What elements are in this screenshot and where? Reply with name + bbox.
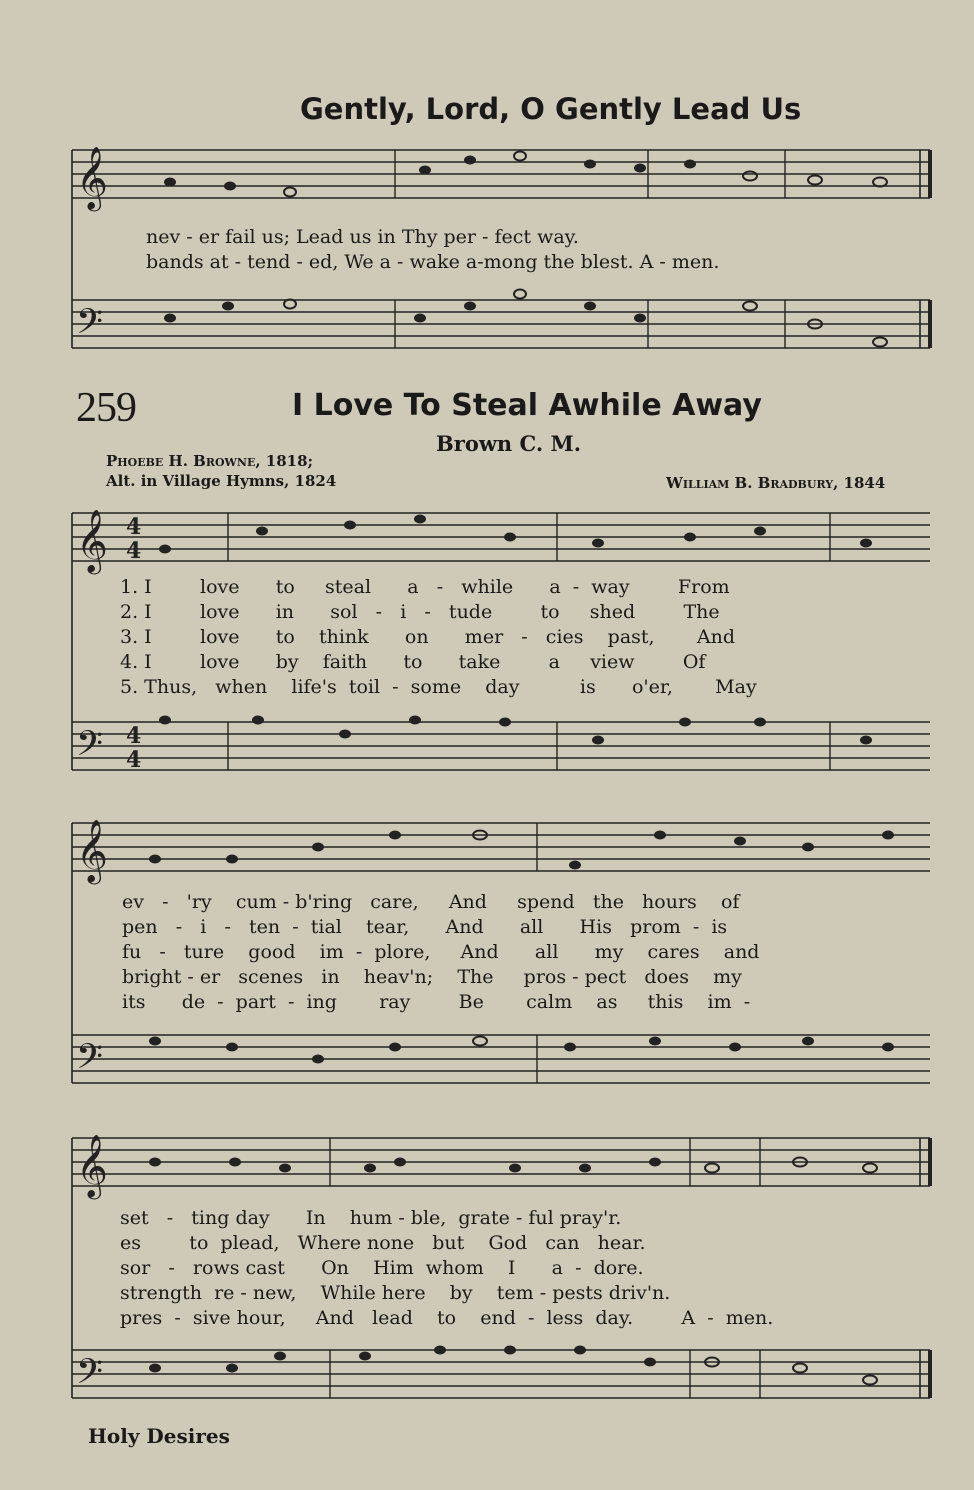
top-hymn-lyric-line: bands at - tend - ed, We a - wake a-mong the blest. A - men. xyxy=(146,251,720,273)
top-hymn-title: Gently, Lord, O Gently Lead Us xyxy=(300,92,802,126)
lyric-verse-5: pres - sive hour, And lead to end - less day. A - men. xyxy=(120,1307,774,1329)
svg-text:4: 4 xyxy=(126,723,142,749)
lyric-verse-2: pen - i - ten - tial tear, And all His prom - is xyxy=(122,916,728,938)
lyric-verse-2: es to plead, Where none but God can hear. xyxy=(120,1232,646,1254)
lyric-verse-2: 2. I love in sol - i - tude to shed The xyxy=(120,601,720,623)
section-footer: Holy Desires xyxy=(88,1424,230,1448)
bass-clef-icon: 𝄢 xyxy=(76,1351,104,1400)
bass-clef-icon: 𝄢 xyxy=(76,723,104,772)
lyric-verse-4: strength re - new, While here by tem - pests driv'n. xyxy=(120,1282,671,1304)
staff-s2-bass xyxy=(72,1035,930,1083)
lyric-verse-5: 5. Thus, when life's toil - some day is o'er, May xyxy=(120,676,757,698)
hymn-number: 259 xyxy=(76,385,136,431)
staff-s2-treble xyxy=(72,823,930,871)
staff-top-treble xyxy=(72,150,930,198)
bass-clef-icon: 𝄢 xyxy=(76,1036,104,1085)
treble-clef-icon: 𝄞 xyxy=(76,146,108,209)
lyric-verse-1: ev - 'ry cum - b'ring care, And spend the hours of xyxy=(122,891,740,913)
staff-top-bass xyxy=(72,300,930,348)
svg-text:4: 4 xyxy=(126,514,142,540)
tune-name: Brown C. M. xyxy=(436,431,582,456)
treble-clef-icon: 𝄞 xyxy=(76,819,108,882)
author-credit-alt: Alt. in Village Hymns, 1824 xyxy=(106,472,337,490)
lyric-verse-5: its de - part - ing ray Be calm as this im - xyxy=(122,991,751,1013)
staff-s1-bass xyxy=(72,722,930,770)
svg-text:4: 4 xyxy=(126,747,142,773)
author-credit: Phoebe H. Browne, 1818; xyxy=(106,452,314,470)
composer-credit: William B. Bradbury, 1844 xyxy=(666,474,886,492)
lyric-verse-3: fu - ture good im - plore, And all my cares and xyxy=(122,941,760,963)
top-hymn-lyric-line: nev - er fail us; Lead us in Thy per - fect way. xyxy=(146,226,579,248)
hymn-title: I Love To Steal Awhile Away xyxy=(292,388,762,423)
svg-text:4: 4 xyxy=(126,538,142,564)
treble-clef-icon: 𝄞 xyxy=(76,1134,108,1197)
lyric-verse-1: set - ting day In hum - ble, grate - ful pray'r. xyxy=(120,1207,622,1229)
treble-clef-icon: 𝄞 xyxy=(76,509,108,572)
lyric-verse-4: bright - er scenes in heav'n; The pros - pect does my xyxy=(122,966,742,988)
staff-s3-bass xyxy=(72,1350,930,1398)
lyric-verse-1: 1. I love to steal a - while a - way From xyxy=(120,576,730,598)
lyric-verse-3: 3. I love to think on mer - cies past, And xyxy=(120,626,735,648)
lyric-verse-4: 4. I love by faith to take a view Of xyxy=(120,651,706,673)
staff-s3-treble xyxy=(72,1138,930,1186)
staff-s1-treble xyxy=(72,513,930,561)
bass-clef-icon: 𝄢 xyxy=(76,301,104,350)
lyric-verse-3: sor - rows cast On Him whom I a - dore. xyxy=(120,1257,644,1279)
